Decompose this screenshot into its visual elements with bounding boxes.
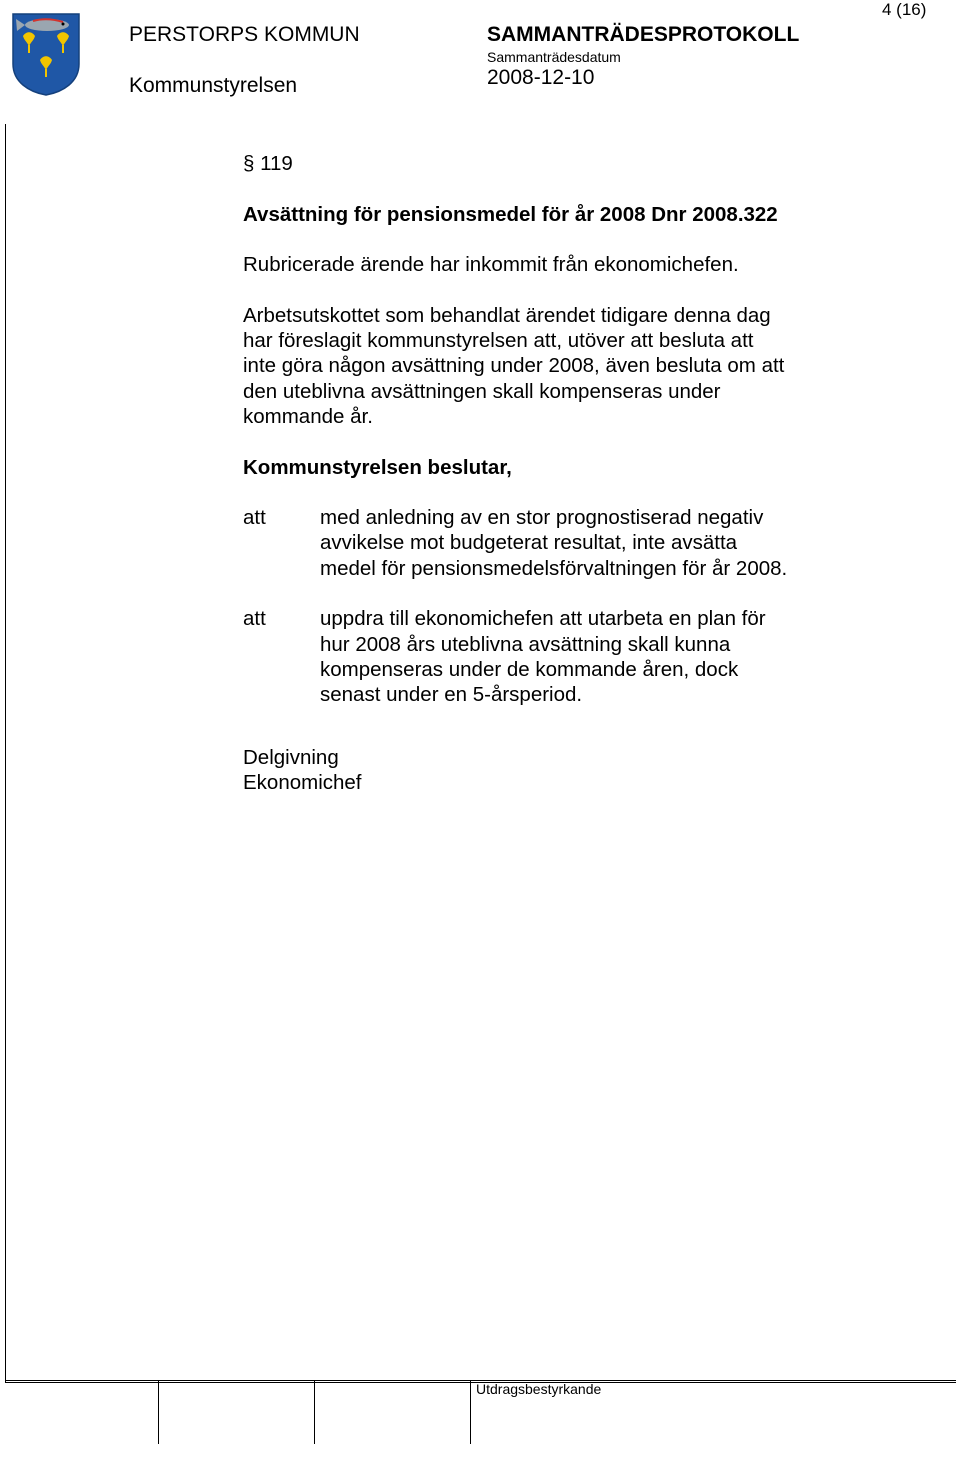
section-title: Avsättning för pensionsmedel för år 2008 Dnr 2008.322: [243, 202, 778, 226]
distribution-block: [243, 745, 843, 796]
footer-column-divider: [158, 1381, 159, 1444]
intro-text: Rubricerade ärende har inkommit från ekonomichefen.: [243, 253, 739, 277]
footer-column-divider: [314, 1381, 315, 1444]
text-line: senast under en 5-årsperiod.: [320, 683, 583, 707]
text-line: hur 2008 års uteblivna avsättning skall kunna: [320, 632, 731, 656]
protocol-section: [243, 151, 843, 795]
decision-text: [320, 606, 840, 707]
meeting-date: 2008-12-10: [487, 66, 595, 89]
text-line: den uteblivna avsättningen skall kompenseras under: [243, 379, 721, 403]
text-line: med anledning av en stor prognostiserad negativ: [320, 506, 764, 530]
text-line: uppdra till ekonomichefen att utarbeta en plan för: [320, 607, 766, 631]
department-name: Kommunstyrelsen: [129, 74, 298, 97]
organization-name: PERSTORPS KOMMUN: [129, 23, 360, 46]
distribution-label: Delgivning: [243, 745, 339, 769]
decision-marker: att: [243, 607, 266, 631]
document-type: SAMMANTRÄDESPROTOKOLL: [487, 23, 800, 46]
decision-text: [320, 505, 840, 581]
text-line: inte göra någon avsättning under 2008, även besluta om att: [243, 354, 785, 378]
decision-item: [243, 606, 843, 707]
extract-certification-label: Utdragsbestyrkande: [476, 1381, 602, 1397]
meeting-date-label: Sammanträdesdatum: [487, 49, 621, 65]
text-line: avvikelse mot budgeterat resultat, inte avsätta: [320, 531, 738, 555]
text-line: kommande år.: [243, 404, 373, 428]
decision-marker: att: [243, 506, 266, 530]
text-line: har föreslagit kommunstyrelsen att, utöver att besluta att: [243, 329, 754, 353]
decision-item: [243, 505, 843, 581]
footer-column-divider: [470, 1381, 471, 1444]
distribution-recipient: Ekonomichef: [243, 770, 362, 794]
left-margin-rule: [5, 124, 6, 1382]
coat-of-arms-logo: [11, 12, 81, 96]
decision-heading: Kommunstyrelsen beslutar,: [243, 455, 512, 479]
text-line: Arbetsutskottet som behandlat ärendet tidigare denna dag: [243, 303, 771, 327]
page-number: 4 (16): [882, 0, 927, 19]
background-paragraph: [243, 303, 843, 429]
text-line: medel för pensionsmedelsförvaltningen för år 2008.: [320, 556, 788, 580]
section-number: § 119: [243, 152, 293, 175]
text-line: kompenseras under de kommande åren, dock: [320, 657, 739, 681]
